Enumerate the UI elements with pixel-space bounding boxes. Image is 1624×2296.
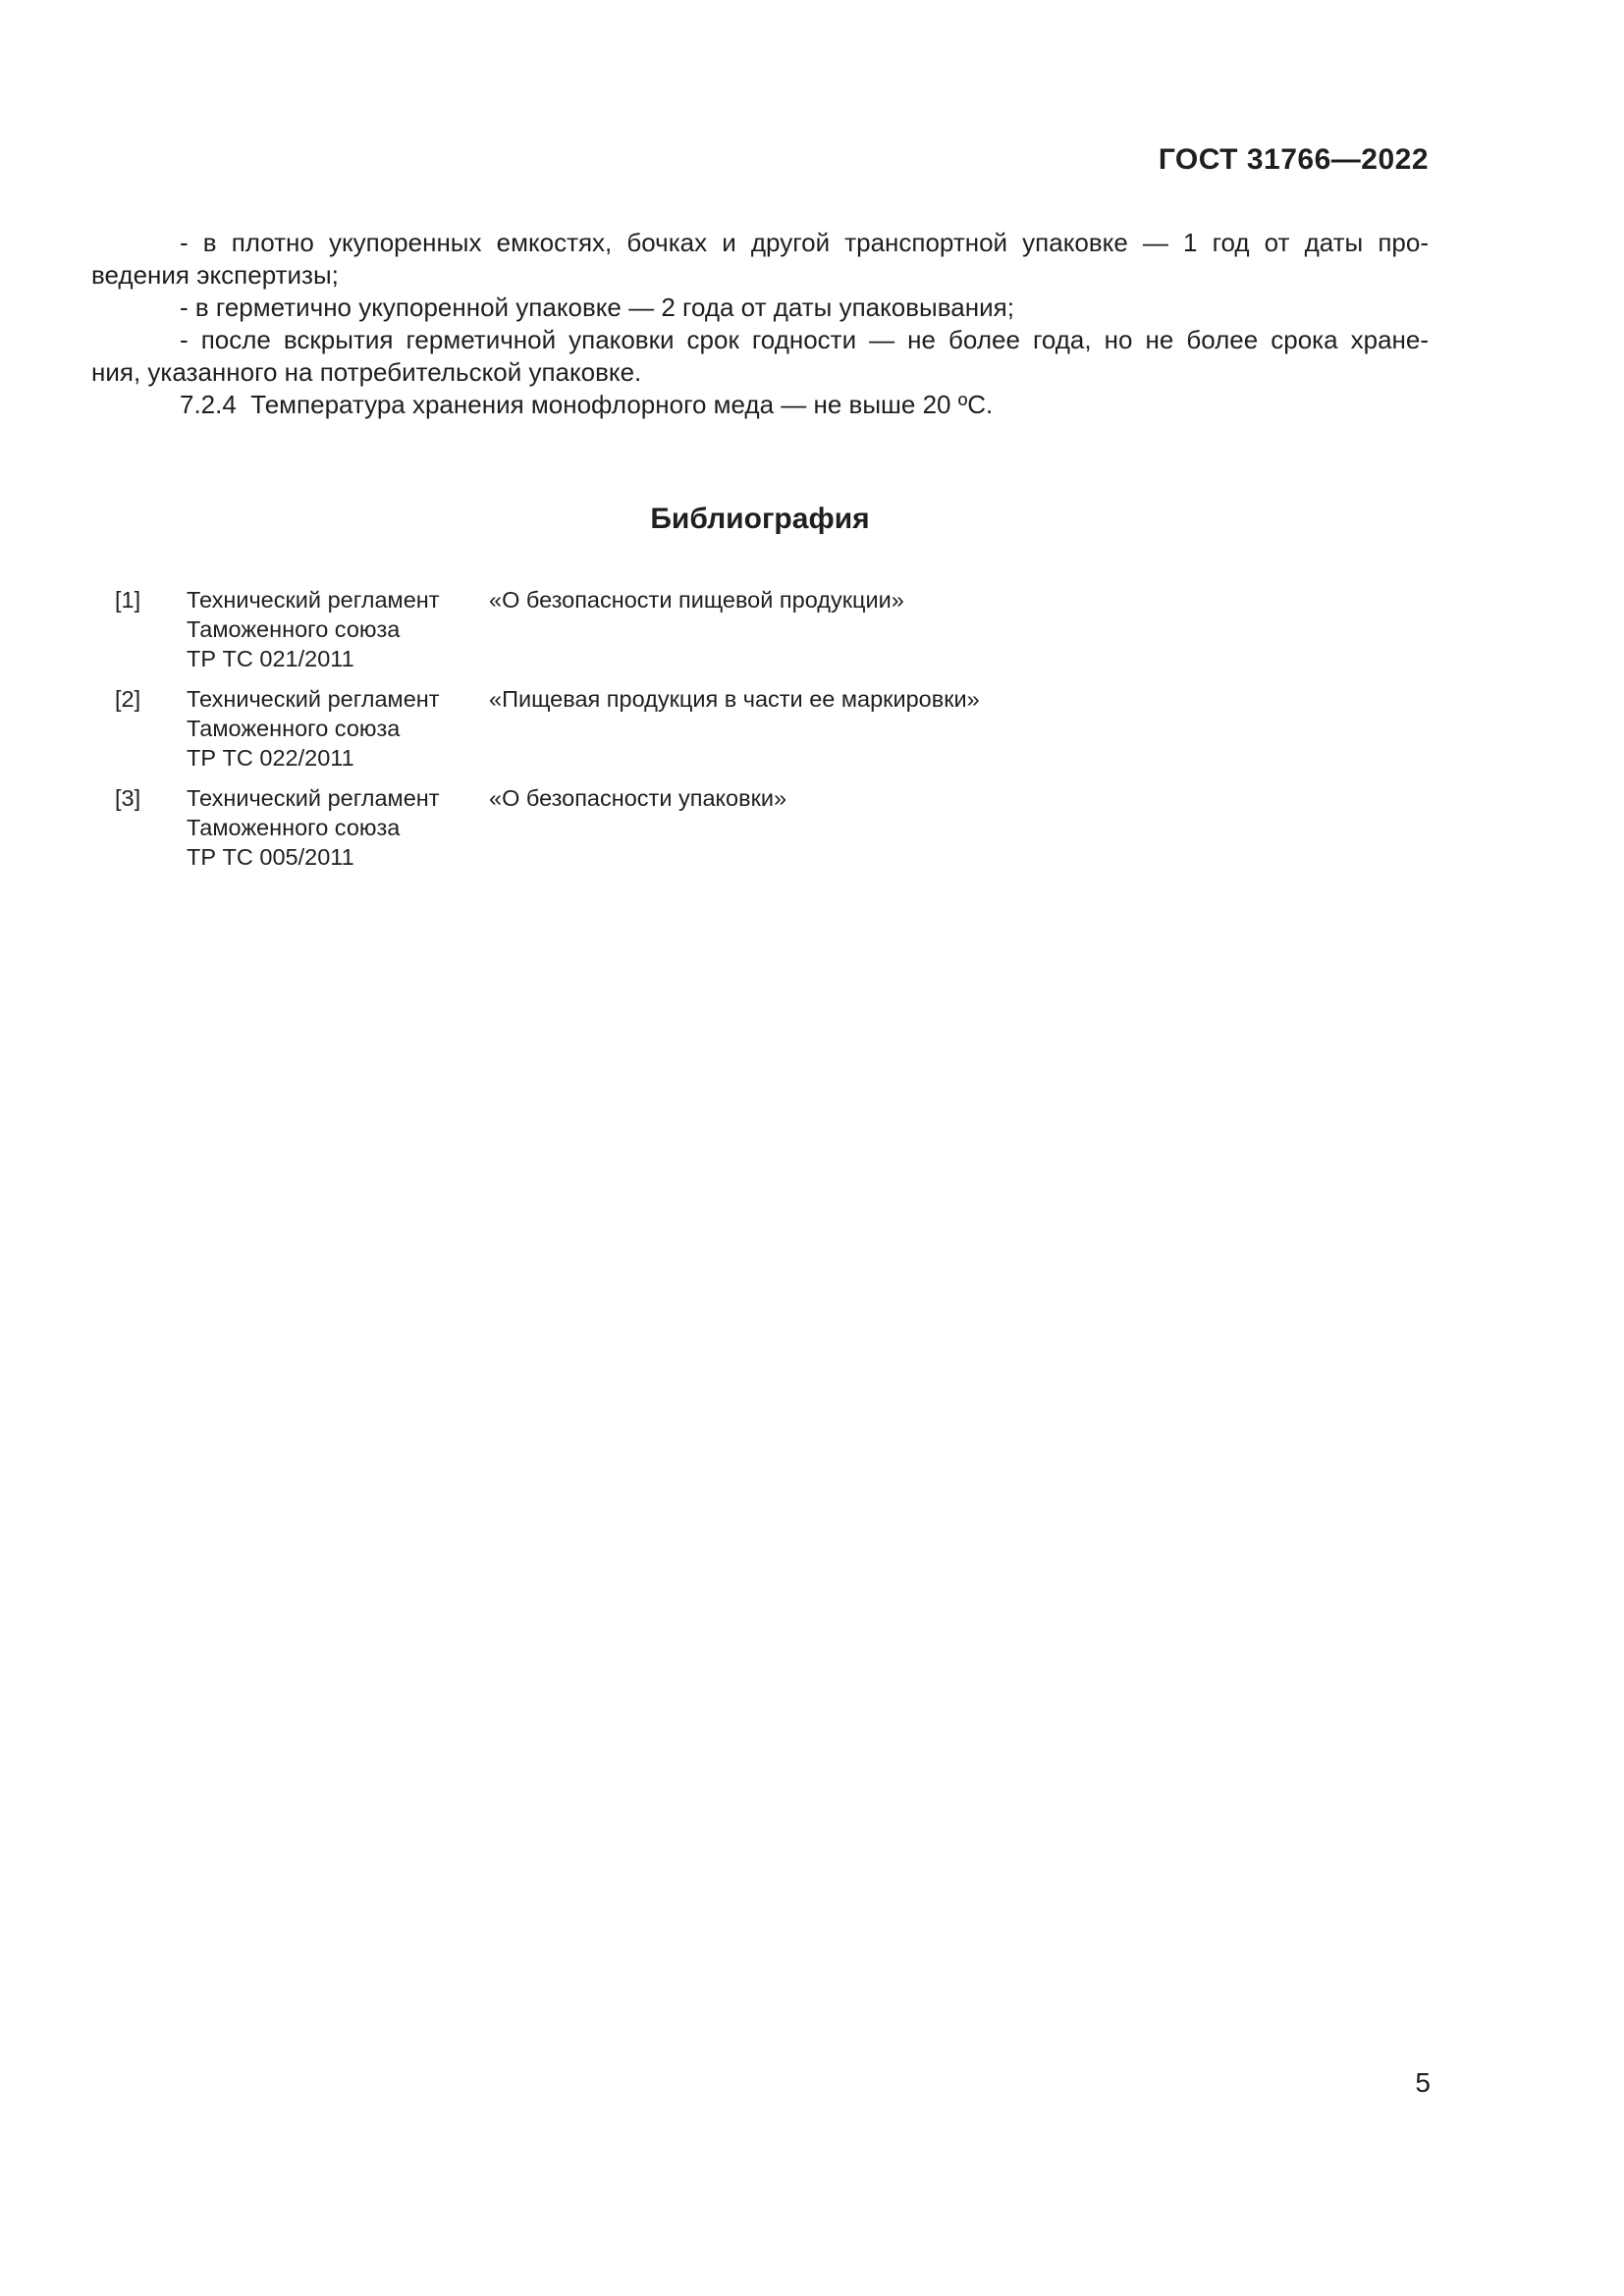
entry-source-line: Таможенного союза — [187, 616, 401, 642]
entry-source-line: ТР ТС 005/2011 — [187, 844, 354, 870]
body-line: - в герметично укупоренной упаковке — 2 года от даты упаковывания; — [180, 293, 1014, 322]
entry-title: «Пищевая продукция в части ее маркировки» — [489, 686, 980, 712]
entry-source-line: Технический регламент — [187, 785, 440, 811]
entry-source — [187, 585, 489, 673]
entry-source-line: Технический регламент — [187, 587, 440, 613]
bibliography-entry — [115, 585, 1431, 673]
entry-source-line: ТР ТС 021/2011 — [187, 646, 354, 671]
document-number-header: ГОСТ 31766—2022 — [1158, 143, 1429, 176]
entry-label: [1] — [115, 587, 141, 613]
entry-label: [3] — [115, 785, 141, 811]
entry-source — [187, 684, 489, 773]
body-text-block — [91, 227, 1429, 421]
body-line: - после вскрытия герметичной упаковки срок годности — не более года, но не более срока хране- — [180, 325, 1429, 354]
bibliography-heading: Библиография — [650, 503, 870, 535]
entry-source-line: ТР ТС 022/2011 — [187, 745, 354, 771]
body-line: - в плотно укупоренных емкостях, бочках и другой транспортной упаковке — 1 год от даты про- — [180, 228, 1429, 257]
bibliography-entry — [115, 684, 1431, 773]
entry-source-line: Технический регламент — [187, 686, 440, 712]
body-line: ведения экспертизы; — [91, 260, 339, 290]
bibliography-list — [115, 585, 1431, 882]
bibliography-entry — [115, 783, 1431, 872]
body-line: ния, указанного на потребительской упаковке. — [91, 357, 642, 387]
entry-source-line: Таможенного союза — [187, 716, 401, 741]
entry-label: [2] — [115, 686, 141, 712]
entry-title: «О безопасности упаковки» — [489, 785, 787, 811]
entry-title: «О безопасности пищевой продукции» — [489, 587, 904, 613]
body-line-clause-7-2-4: 7.2.4 Температура хранения монофлорного меда — не выше 20 ºС. — [180, 390, 994, 419]
page-number: 5 — [1415, 2067, 1431, 2098]
entry-source-line: Таможенного союза — [187, 815, 401, 840]
entry-source — [187, 783, 489, 872]
